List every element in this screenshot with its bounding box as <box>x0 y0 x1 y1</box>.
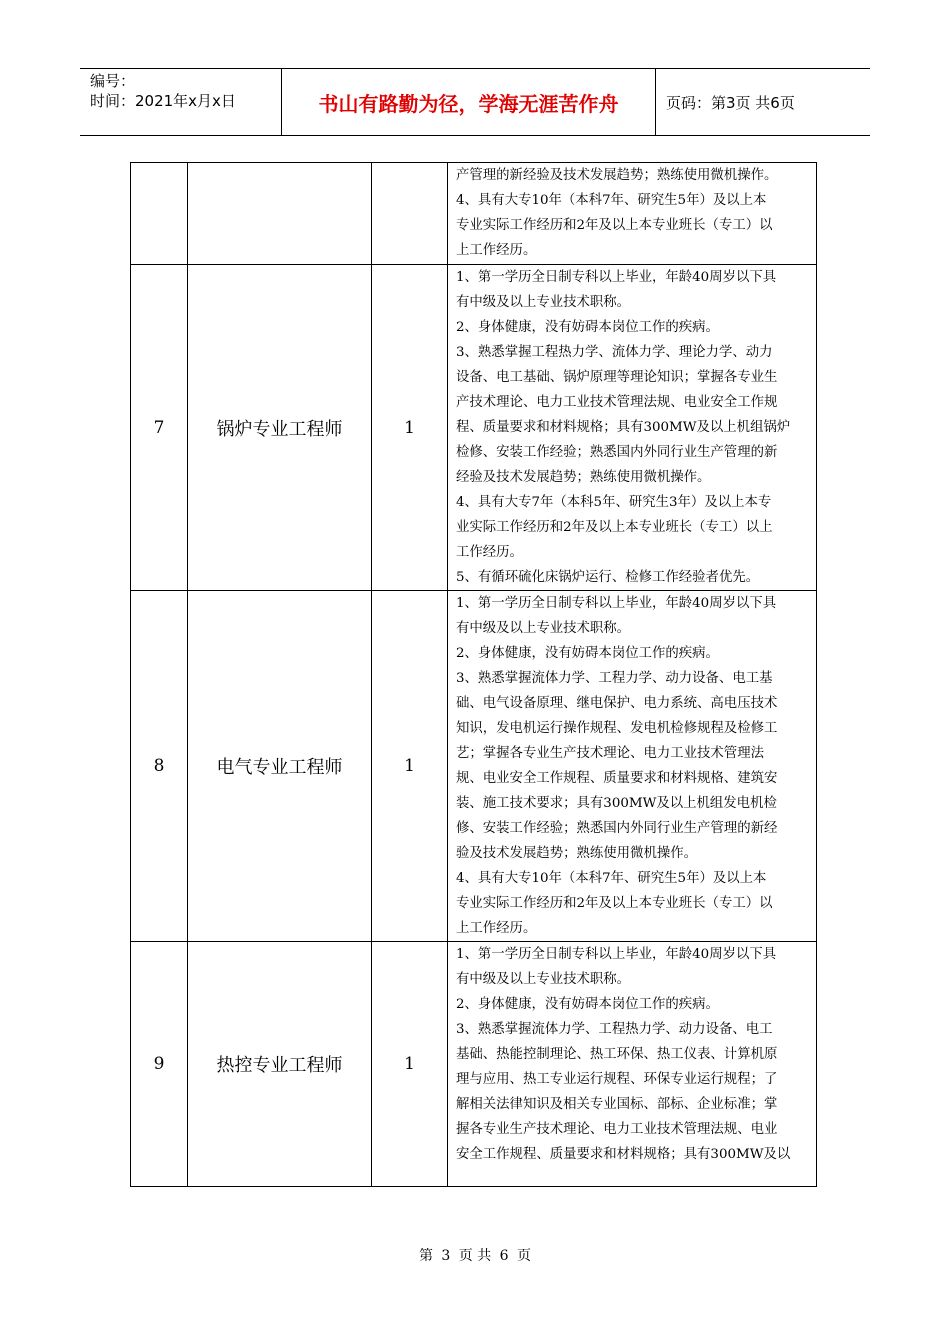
requirement-line: 理与应用、热工专业运行规程、环保专业运行规程；了 <box>456 1072 778 1087</box>
requirement-line: 握各专业生产技术理论、电力工业技术管理法规、电业 <box>456 1122 778 1137</box>
headcount: 1 <box>372 942 448 1187</box>
footer-suffix: 页 <box>517 1248 532 1264</box>
requirement-line: 3、熟悉掌握工程热力学、流体力学、理论力学、动力 <box>456 345 773 360</box>
row-number <box>131 163 188 265</box>
requirement-line: 上工作经历。 <box>456 921 537 936</box>
requirement-line: 3、熟悉掌握流体力学、工程力学、动力设备、电工基 <box>456 671 773 686</box>
table-row <box>131 265 817 591</box>
header-page-info: 页码：第3页 共6页 <box>666 93 795 112</box>
position-title: 电气专业工程师 <box>188 591 372 942</box>
requirement-line: 4、具有大专10年（本科7年、研究生5年）及以上本 <box>456 193 767 208</box>
requirement-line: 知识，发电机运行操作规程、发电机检修规程及检修工 <box>456 721 778 736</box>
requirement-line: 2、身体健康，没有妨碍本岗位工作的疾病。 <box>456 997 719 1012</box>
header-meta <box>80 69 282 135</box>
requirement-line: 4、具有大专7年（本科5年、研究生3年）及以上本专 <box>456 495 772 510</box>
time-label: 时间：2021年x月x日 <box>90 92 236 110</box>
requirement-line: 4、具有大专10年（本科7年、研究生5年）及以上本 <box>456 871 767 886</box>
requirement-line: 业实际工作经历和2年及以上本专业班长（专工）以上 <box>456 520 773 535</box>
requirement-line: 1、第一学历全日制专科以上毕业，年龄40周岁以下具 <box>456 270 777 285</box>
requirement-line: 艺；掌握各专业生产技术理论、电力工业技术管理法 <box>456 746 764 761</box>
requirement-line: 1、第一学历全日制专科以上毕业，年龄40周岁以下具 <box>456 947 777 962</box>
requirement-line: 基础、热能控制理论、热工环保、热工仪表、计算机原 <box>456 1047 778 1062</box>
requirement-line: 专业实际工作经历和2年及以上本专业班长（专工）以 <box>456 218 773 233</box>
requirement-line: 有中级及以上专业技术职称。 <box>456 295 631 310</box>
requirements-cell <box>448 942 817 1187</box>
headcount <box>372 163 448 265</box>
requirement-line: 础、电气设备原理、继电保护、电力系统、高电压技术 <box>456 696 778 711</box>
requirement-line: 3、熟悉掌握流体力学、工程热力学、动力设备、电工 <box>456 1022 773 1037</box>
row-number: 9 <box>131 942 188 1187</box>
requirement-line: 规、电业安全工作规程、质量要求和材料规格、建筑安 <box>456 771 778 786</box>
requirements-cell <box>448 591 817 942</box>
table-body <box>131 163 817 1187</box>
requirement-line: 1、第一学历全日制专科以上毕业，年龄40周岁以下具 <box>456 596 777 611</box>
footer-total-pages: 6 <box>499 1248 509 1264</box>
table-row <box>131 591 817 942</box>
requirement-line: 安全工作规程、质量要求和材料规格；具有300MW及以 <box>456 1147 791 1162</box>
headcount: 1 <box>372 591 448 942</box>
position-title: 热控专业工程师 <box>188 942 372 1187</box>
requirement-line: 2、身体健康，没有妨碍本岗位工作的疾病。 <box>456 320 719 335</box>
footer-prefix: 第 <box>418 1248 433 1264</box>
requirement-line: 装、施工技术要求；具有300MW及以上机组发电机检 <box>456 796 777 811</box>
header-motto: 书山有路勤为径，学海无涯苦作舟 <box>282 69 656 135</box>
requirement-line: 设备、电工基础、锅炉原理等理论知识；掌握各专业生 <box>456 370 778 385</box>
page-footer <box>0 1245 950 1265</box>
position-title: 锅炉专业工程师 <box>188 265 372 591</box>
requirement-line: 产技术理论、电力工业技术管理法规、电业安全工作规 <box>456 395 778 410</box>
requirement-line: 验及技术发展趋势；熟练使用微机操作。 <box>456 846 698 861</box>
code-label: 编号： <box>90 72 136 90</box>
requirement-line: 有中级及以上专业技术职称。 <box>456 972 631 987</box>
requirement-line: 修、安装工作经验；熟悉国内外同行业生产管理的新经 <box>456 821 778 836</box>
position-title <box>188 163 372 265</box>
requirement-line: 解相关法律知识及相关专业国标、部标、企业标准；掌 <box>456 1097 778 1112</box>
requirement-line: 经验及技术发展趋势；熟练使用微机操作。 <box>456 470 711 485</box>
footer-current-page: 3 <box>441 1248 451 1264</box>
footer-middle: 页 共 <box>458 1248 492 1264</box>
table-row <box>131 163 817 265</box>
headcount: 1 <box>372 265 448 591</box>
requirements-cell <box>448 163 817 265</box>
requirement-line: 程、质量要求和材料规格；具有300MW及以上机组锅炉 <box>456 420 791 435</box>
requirement-line: 专业实际工作经历和2年及以上本专业班长（专工）以 <box>456 896 773 911</box>
table-row <box>131 942 817 1187</box>
row-number: 7 <box>131 265 188 591</box>
page-header <box>80 68 870 136</box>
requirement-line: 5、有循环硫化床锅炉运行、检修工作经验者优先。 <box>456 570 760 585</box>
requirement-line: 上工作经历。 <box>456 243 537 258</box>
requirement-line: 2、身体健康，没有妨碍本岗位工作的疾病。 <box>456 646 719 661</box>
requirement-line: 有中级及以上专业技术职称。 <box>456 621 631 636</box>
requirements-cell <box>448 265 817 591</box>
requirement-line: 工作经历。 <box>456 545 523 560</box>
requirement-line: 检修、安装工作经验；熟悉国内外同行业生产管理的新 <box>456 445 778 460</box>
requirement-line: 产管理的新经验及技术发展趋势；熟练使用微机操作。 <box>456 168 778 183</box>
job-requirements-table <box>130 162 817 1187</box>
row-number: 8 <box>131 591 188 942</box>
